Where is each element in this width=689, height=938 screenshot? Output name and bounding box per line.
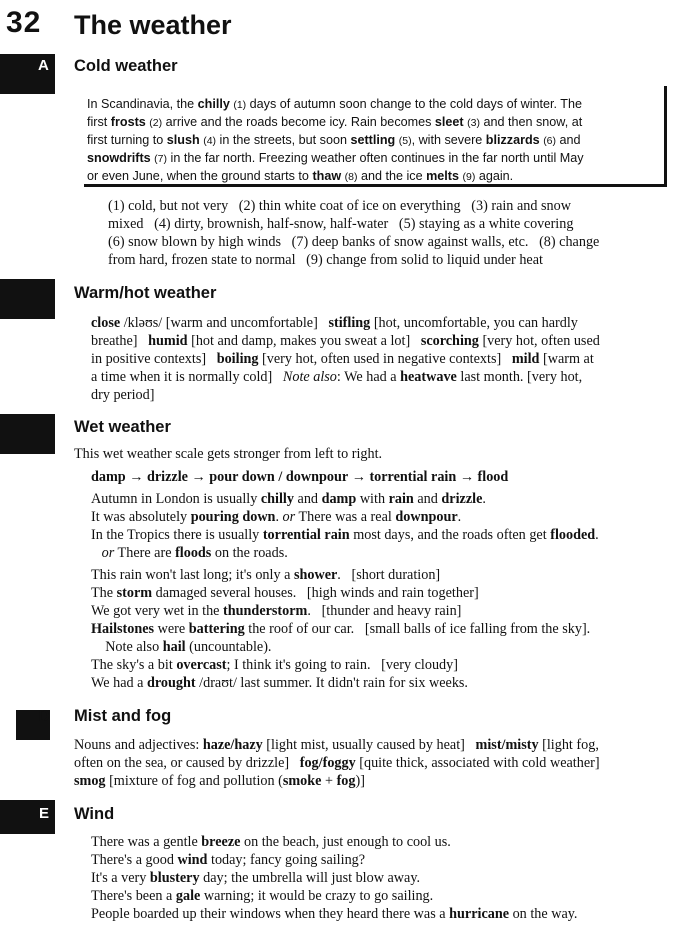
section-d-letter: D	[38, 708, 50, 725]
mist-and-fog-text: Nouns and adjectives: haze/hazy [light mist, usually caused by heat] mist/misty [light fog, often on the sea, or caused by drizzle] fog/foggy [quite thick, associated with cold weather] smog [mixture of fog and pollution (smoke + fog)]	[74, 737, 600, 789]
section-c-heading: Wet weather	[74, 418, 171, 436]
wet-weather-intro: This wet weather scale gets stronger from left to right.	[74, 446, 383, 462]
passage-frame-right	[664, 86, 667, 186]
section-c-tab	[0, 414, 55, 454]
section-e-heading: Wind	[74, 805, 115, 823]
unit-number: 32	[6, 6, 42, 39]
passage-frame-bottom	[84, 184, 667, 187]
cold-weather-glossary: (1) cold, but not very (2) thin white coat of ice on everything (3) rain and snow mixed (4) dirty, brownish, half-snow, half-water (5) staying as a white covering (6) snow blown by high winds (7) deep banks of snow against walls, etc. (8) change from hard, frozen state to normal (9) change from solid to liquid under heat	[108, 198, 600, 268]
section-d-heading: Mist and fog	[74, 707, 172, 725]
wind-examples: There was a gentle breeze on the beach, just enough to cool us. There's a good wind today; fancy going sailing? It's a very blustery day; the umbrella will just blow away. There's been a gale warning; it would be crazy to go sailing. People boarded up their windows when they heard there was a hurricane on the way.	[91, 834, 578, 922]
section-b-tab	[0, 279, 55, 319]
cold-weather-passage: In Scandinavia, the chilly (1) days of autumn soon change to the cold days of winter. The first frosts (2) arrive and the roads become icy. Rain becomes sleet (3) and then snow, at first turning to slush (4) in the streets, but soon settling (5), with severe blizzards (6) and snowdrifts (7) in the far north. Freezing weather often continues in the far north until May or even June, when the ground starts to thaw (8) and the ice melts (9) again.	[87, 97, 584, 183]
unit-title: The weather	[74, 10, 232, 40]
wet-weather-examples: damp → drizzle → pour down / downpour → torrential rain → flood Autumn in London is usually chilly and damp with rain and drizzle. It was absolutely pouring down. or There was a real downpour. In the Tropics there is usually torrential rain most days, and the roads often get flooded. or There are floods on the roads. This rain won't last long; it's only a shower. [short duration] The storm damaged several houses. [high winds and rain together] We got very wet in the thunderstorm. [thunder and heavy rain] Hailstones were battering the roof of our car. [small balls of ice falling from the sky]. Note also hail (uncountable). The sky's a bit overcast; I think it's going to rain. [very cloudy] We had a drought /draʊt/ last summer. It didn't rain for six weeks.	[91, 469, 599, 691]
section-a-heading: Cold weather	[74, 57, 178, 75]
section-b-heading: Warm/hot weather	[74, 284, 217, 302]
section-e-letter: E	[39, 805, 50, 822]
section-a-letter: A	[38, 57, 49, 74]
warm-weather-text: close /kləʊs/ [warm and uncomfortable] stifling [hot, uncomfortable, you can hardly breathe] humid [hot and damp, makes you sweat a lot] scorching [very hot, often used in positive contexts] boiling [very hot, often used in negative contexts] mild [warm at a time when it is normally cold] Note also: We had a heatwave last month. [very hot, dry period]	[91, 315, 600, 403]
